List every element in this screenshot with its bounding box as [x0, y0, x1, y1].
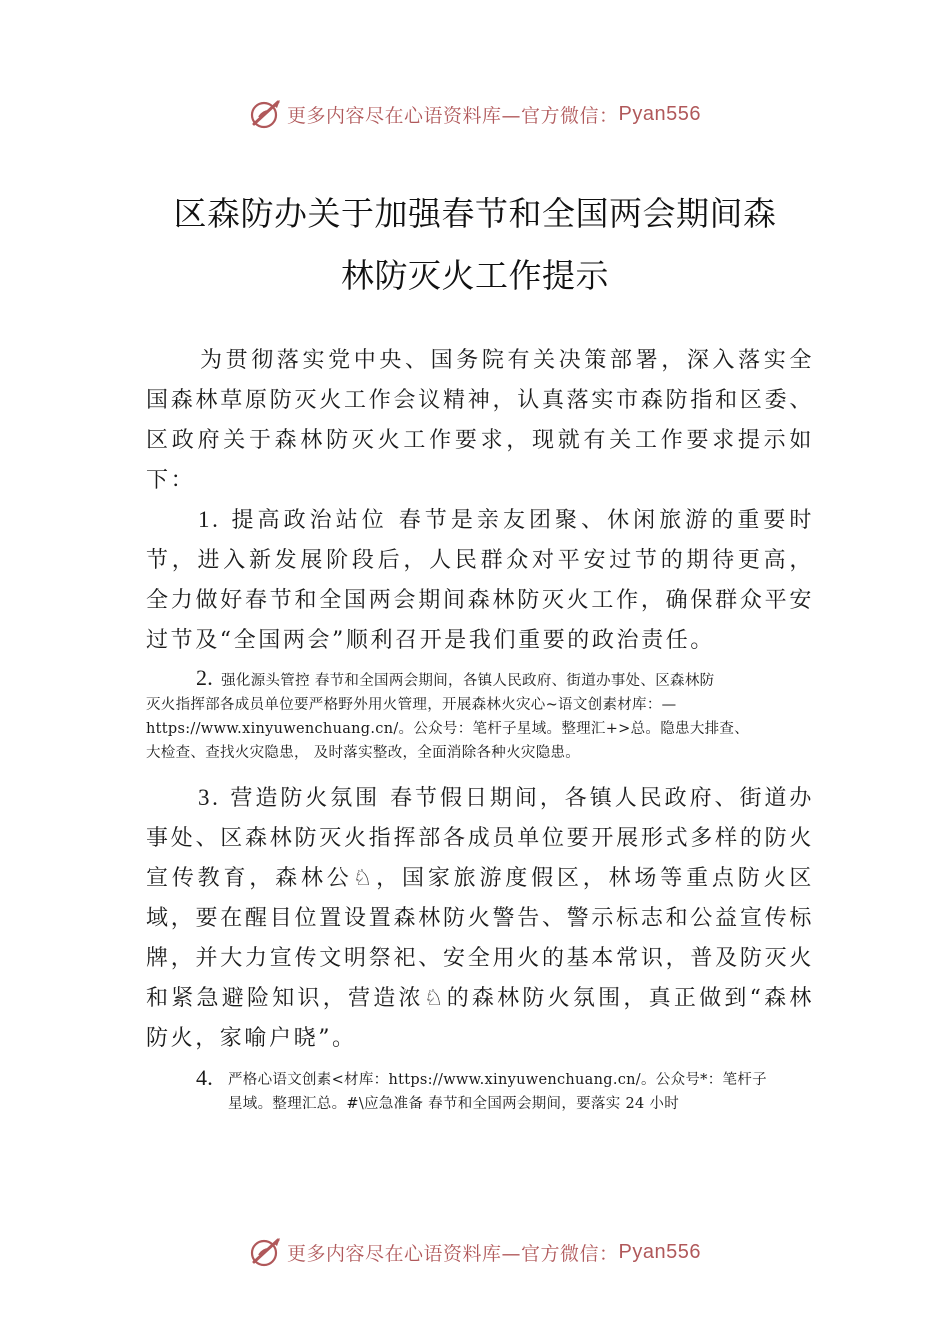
item-3-text: 营造防火氛围 春节假日期间，各镇人民政府、街道办事处、区森林防灭火指挥部各成员单位要开展形式多样的防火宣传教育，森林公♘，国家旅游度假区，林场等重点防火区域，要在醒目位置设置森林防火警告、警示标志和公益宣传标牌，并大力宣传文明祭祀、安全用火的基本常识，普及防灭火和紧急避险知识，营造浓♘的森林防火氛围，真正做到“森林防火，家喻户晓”。: [146, 786, 814, 1051]
item-2-line-4: 大检查、查找火灾隐患， 及时落实整改，全面消除各种火灾隐患。: [146, 745, 581, 761]
item-4-paragraph: [196, 1065, 856, 1116]
item-3-number: 3.: [198, 785, 221, 810]
item-1-number: 1.: [198, 507, 221, 532]
item-4-line-2: 星域。整理汇总。#\应急准备 春节和全国两会期间，要落实 24 小时: [228, 1096, 680, 1112]
item-2-line-3: https://www.xinyuwenchuang.cn/。公众号：笔杆子星域。整理汇+>总。隐患大排查、: [146, 721, 750, 737]
item-3-paragraph: [146, 778, 814, 1059]
watermark-text: 更多内容尽在心语资料库—官方微信：: [287, 104, 619, 127]
document-title-line-1: 区森防办关于加强春节和全国两会期间森: [173, 194, 777, 233]
item-2-paragraph: [146, 666, 818, 765]
item-4-line-1: 严格心语文创素<材库：https://www.xinyuwenchuang.cn/。公众号*：笔杆子: [228, 1072, 767, 1088]
watermark-wechat-id: Pyan556: [618, 1240, 701, 1263]
watermark-text: 更多内容尽在心语资料库—官方微信：: [287, 1242, 619, 1265]
brush-logo-icon: [249, 1235, 283, 1269]
item-1-text: 提高政治站位 春节是亲友团聚、休闲旅游的重要时节，进入新发展阶段后，人民群众对平安过节的期待更高， 全力做好春节和全国两会期间森林防灭火工作，确保群众平安过节及“全国两会”顺利召开是我们重要的政治责任。: [146, 508, 815, 653]
brush-logo-icon: [249, 97, 283, 131]
footer-watermark: [0, 1232, 950, 1272]
item-2-number: 2.: [196, 665, 214, 690]
watermark-wechat-id: Pyan556: [618, 102, 701, 125]
item-4-number: 4.: [196, 1065, 214, 1090]
item-2-line-2: 灭火指挥部各成员单位要严格野外用火管理，开展森林火灾心~语文创素材库：—: [146, 697, 677, 713]
document-title-line-2: 林防灭火工作提示: [341, 256, 609, 295]
item-1-paragraph: [146, 500, 814, 661]
item-2-line-1: 强化源头管控 春节和全国两会期间，各镇人民政府、街道办事处、区森林防: [221, 673, 715, 689]
header-watermark: [0, 94, 950, 134]
intro-paragraph: 为贯彻落实党中央、国务院有关决策部署，深入落实全国森林草原防灭火工作会议精神，认真落实市森防指和区委、区政府关于森林防灭火工作要求，现就有关工作要求提示如下：: [146, 348, 814, 493]
